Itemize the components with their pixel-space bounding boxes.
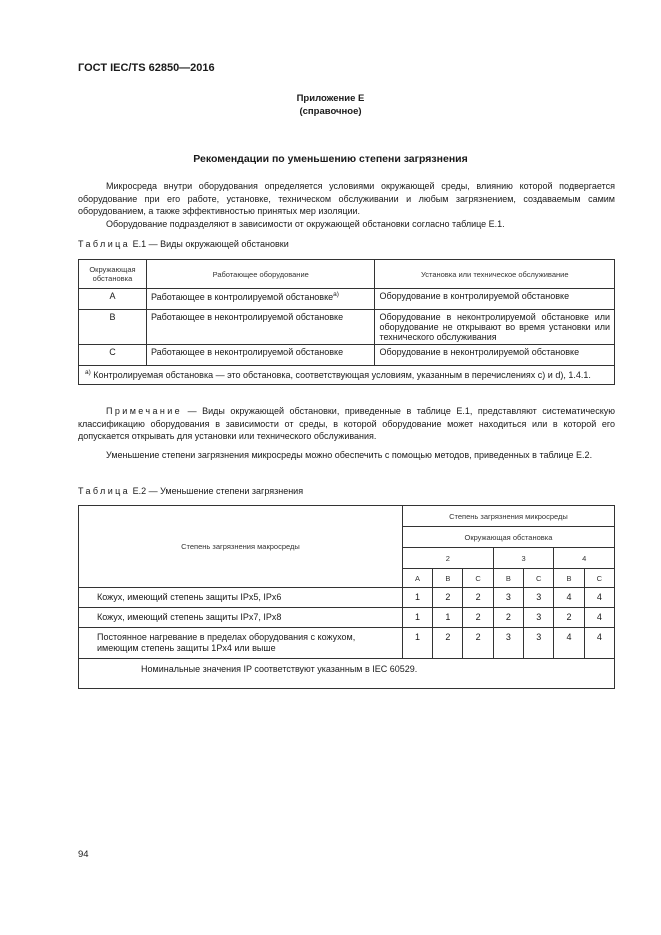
footnote-text: Контролируемая обстановка — это обстановка, соответствующая условиям, указанным в перечислениях с) и d), 1.4.1. — [93, 370, 591, 380]
intro-text — [78, 180, 615, 230]
degree-header: 2 — [402, 548, 493, 569]
cell-service: Оборудование в контролируемой обстановке — [375, 289, 615, 310]
section-title: Рекомендации по уменьшению степени загрязнения — [193, 153, 468, 165]
table-row — [79, 628, 615, 659]
paragraph-2-text: Уменьшение степени загрязнения микросреды можно обеспечить с помощью методов, приведенных в таблице Е.2. — [106, 450, 593, 460]
cell-value: 1 — [402, 608, 432, 628]
table2-caption-text: Е.2 — Уменьшение степени загрязнения — [132, 486, 304, 496]
annex-subtitle: (справочное) — [299, 106, 362, 117]
table-header-row — [79, 260, 615, 289]
intro-paragraph-1: Микросреда внутри оборудования определяется условиями окружающей среды, влиянию которой подвергается оборудование при его работе, установке, техническом обслуживании и любым загрязнением, создаваемым самим оборудованием, а также эффективностью принятых мер изоляции. — [78, 181, 615, 216]
cell-env: В — [79, 310, 147, 345]
document-header: ГОСТ IEC/TS 62850—2016 — [78, 62, 215, 74]
cell-value: 2 — [463, 628, 493, 659]
footnote-ref: а) — [333, 291, 339, 298]
env-code: В — [554, 569, 584, 588]
cell-value: 1 — [402, 628, 432, 659]
table1-caption — [78, 239, 289, 249]
col-header-macro: Степень загрязнения макросреды — [79, 506, 403, 588]
cell-value: 2 — [463, 608, 493, 628]
cell-value: 2 — [433, 628, 463, 659]
env-code: А — [402, 569, 432, 588]
degree-header: 3 — [493, 548, 554, 569]
env-code: С — [584, 569, 614, 588]
col-header-micro: Степень загрязнения микросреды — [402, 506, 614, 527]
cell-value: 4 — [584, 628, 614, 659]
cell-value: 3 — [524, 628, 554, 659]
table-footnote — [79, 366, 615, 385]
table2-caption-prefix: Таблица — [78, 486, 131, 496]
table-row — [79, 310, 615, 345]
table1-caption-text: Е.1 — Виды окружающей обстановки — [132, 239, 289, 249]
table-environment-types — [78, 259, 615, 385]
row-label: Кожух, имеющий степень защиты IPx7, IPx8 — [79, 608, 403, 628]
cell-value: 2 — [493, 608, 523, 628]
env-code: В — [493, 569, 523, 588]
cell-env: С — [79, 345, 147, 366]
cell-value: 4 — [584, 588, 614, 608]
col-header-environment: Окружающая обстановка — [79, 260, 147, 289]
row-label: Кожух, имеющий степень защиты IPx5, IPx6 — [79, 588, 403, 608]
table-row — [79, 608, 615, 628]
env-code: С — [463, 569, 493, 588]
cell-value: 3 — [493, 628, 523, 659]
degree-header: 4 — [554, 548, 615, 569]
paragraph-2 — [78, 449, 615, 462]
cell-service: Оборудование в неконтролируемой обстановке или оборудование не открывают во время установки или технического обслуживания — [375, 310, 615, 345]
cell-value: 1 — [433, 608, 463, 628]
cell-service: Оборудование в неконтролируемой обстановке — [375, 345, 615, 366]
table-row — [79, 345, 615, 366]
cell-value: 3 — [524, 588, 554, 608]
col-header-working: Работающее оборудование — [146, 260, 375, 289]
cell-working — [146, 289, 375, 310]
note-label: Примечание — [106, 406, 183, 416]
annex-title: Приложение Е — [296, 93, 365, 104]
cell-value: 4 — [554, 628, 584, 659]
page-number: 94 — [78, 849, 89, 860]
cell-working: Работающее в неконтролируемой обстановке — [146, 345, 375, 366]
col-header-env: Окружающая обстановка — [402, 527, 614, 548]
cell-value: 3 — [493, 588, 523, 608]
cell-working: Работающее в неконтролируемой обстановке — [146, 310, 375, 345]
note-text: — Виды окружающей обстановки, приведенные в таблице Е.1, представляют систематическую классификацию оборудования в зависимости от среды, в которой оборудование может находиться или в которой его допускается открывать для установки или технического обслуживания. — [78, 406, 615, 441]
env-code: В — [433, 569, 463, 588]
intro-paragraph-2: Оборудование подразделяют в зависимости от окружающей обстановки согласно таблице Е.1. — [106, 218, 505, 229]
table-pollution-reduction — [78, 505, 615, 689]
cell-value: 4 — [554, 588, 584, 608]
cell-value: 3 — [524, 608, 554, 628]
cell-value: 4 — [584, 608, 614, 628]
cell-value: 1 — [402, 588, 432, 608]
cell-env: А — [79, 289, 147, 310]
row-label: Постоянное нагревание в пределах оборудования с кожухом, имеющим степень защиты 1Px4 или выше — [79, 628, 403, 659]
cell-working-text: Работающее в контролируемой обстановке — [150, 292, 334, 302]
footnote-mark: а) — [85, 369, 91, 376]
table-row — [79, 289, 615, 310]
col-header-service: Установка или техническое обслуживание — [375, 260, 615, 289]
table-footer-row — [79, 659, 615, 689]
table-row — [79, 588, 615, 608]
cell-value: 2 — [554, 608, 584, 628]
cell-value: 2 — [463, 588, 493, 608]
table2-caption — [78, 486, 303, 496]
note-block — [78, 405, 615, 443]
table1-caption-prefix: Таблица — [78, 239, 131, 249]
env-code: С — [524, 569, 554, 588]
table-footer: Номинальные значения IP соответствуют указанным в IEC 60529. — [79, 659, 615, 689]
table-footnote-row — [79, 366, 615, 385]
cell-value: 2 — [433, 588, 463, 608]
